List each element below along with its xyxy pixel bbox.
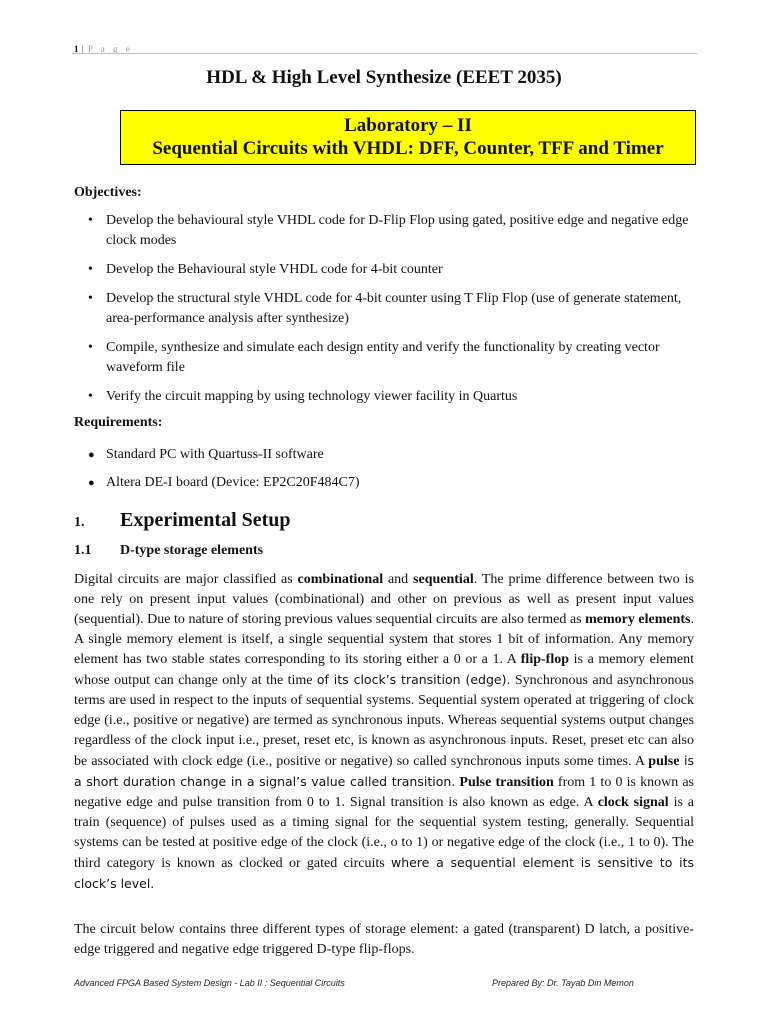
objective-item: • Develop the structural style VHDL code for 4-bit counter using T Flip Flop (use of generate statement, area-performance analysis after synthesize) <box>74 289 698 329</box>
document-title: HDL & High Level Synthesize (EEET 2035) <box>206 67 562 88</box>
term-memory-elements: memory elements <box>585 612 691 627</box>
objective-item: • Develop the behavioural style VHDL code for D-Flip Flop using gated, positive edge and negative edge clock modes <box>74 211 698 251</box>
body-paragraph-2: The circuit below contains three different types of storage element: a gated (transparent) D latch, a positive-edge triggered and negative edge triggered D-type flip-flops. <box>74 922 694 957</box>
header-rule <box>72 53 697 54</box>
section-1-1-number: 1.1 <box>74 543 92 558</box>
page-word: P a g e <box>87 44 133 54</box>
objectives-heading: Objectives: <box>74 185 142 200</box>
body-paragraph-1: Digital circuits are major classified as combinational and sequential. The prime difference between two is one rely on present input values (combinational) and other on previous as well as present input values (sequential). Due to nature of storing previous values sequential circuits are also termed as memory elements. A single memory element is itself, a single sequential system that stores 1 bit of information. Any memory element has two stable states corresponding to its storing either a 0 or a 1. A flip-flop is a memory element whose output can change only at the time of its clock’s transition (edge). Synchronous and asynchronous terms are used in respect to the inputs of sequential systems. Sequential system operated at triggering of clock edge (i.e., positive or negative) are termed as synchronous inputs. Whereas sequential systems output changes regardless of the clock input i.e., preset, reset etc, is known as asynchronous inputs. Reset, preset etc can also be associated with clock edge (i.e., positive or negative) so called synchronous inputs some times. A pulse is a short duration change in a signal’s value called transition. Pulse transition from 1 to 0 is known as negative edge and pulse transition from 0 to 1. Signal transition is also known as edge. A clock signal is a train (sequence) of pulses used as a timing signal for the sequential system testing, generally. Sequential systems can be tested at positive edge of the clock (i.e., o to 1) or negative edge of the clock (i.e., 1 to 0). The third category is known as clocked or gated circuits where a sequential element is sensitive to its clock’s level. <box>74 572 695 891</box>
lab-title-box <box>120 110 696 165</box>
term-pulse-transition: Pulse transition <box>459 775 554 790</box>
section-1-1-title: D-type storage elements <box>120 543 264 558</box>
section-1-number: 1. <box>74 515 85 530</box>
objectives-list <box>74 211 698 416</box>
section-1-title: Experimental Setup <box>120 509 291 531</box>
objective-item: • Verify the circuit mapping by using technology viewer facility in Quartus <box>74 387 698 407</box>
term-clock-signal: clock signal <box>597 795 669 810</box>
page-number: 1 <box>74 44 79 54</box>
term-sequential: sequential <box>413 572 474 587</box>
footer-right: Prepared By: Dr. Tayab Din Memon <box>492 978 634 988</box>
term-combinational: combinational <box>297 572 384 587</box>
term-pulse: pulse <box>648 754 680 769</box>
footer-left: Advanced FPGA Based System Design - Lab II : Sequential Circuits <box>74 978 345 988</box>
objective-item: • Develop the Behavioural style VHDL code for 4-bit counter <box>74 260 698 280</box>
lab-subtitle: Sequential Circuits with VHDL: DFF, Counter, TFF and Timer <box>152 138 664 159</box>
objective-item: • Compile, synthesize and simulate each design entity and verify the functionality by creating vector waveform file <box>74 338 698 378</box>
page-separator: | <box>78 44 88 54</box>
lab-number: Laboratory – II <box>344 115 472 136</box>
term-flip-flop: flip-flop <box>520 652 569 667</box>
requirements-heading: Requirements: <box>74 415 163 430</box>
requirement-item: ● Altera DE-I board (Device: EP2C20F484C7) <box>74 473 698 493</box>
requirements-list <box>74 445 698 501</box>
requirement-item: ● Standard PC with Quartuss-II software <box>74 445 698 465</box>
